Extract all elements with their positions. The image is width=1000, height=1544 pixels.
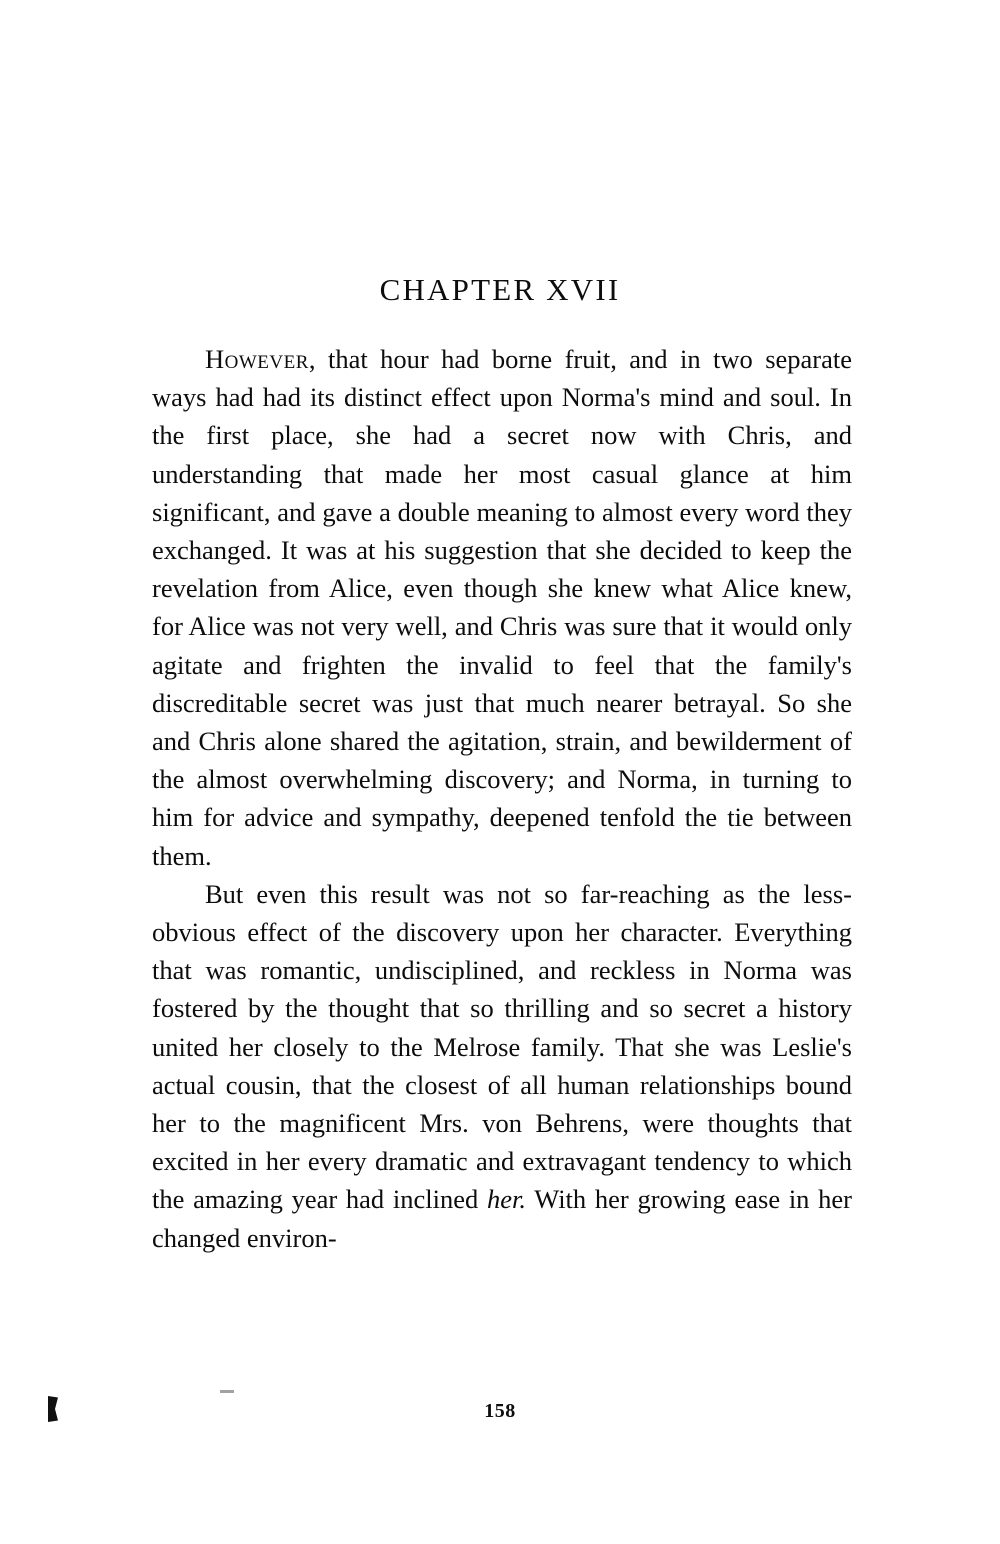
paragraph-1-leadin: However [205, 344, 309, 374]
page-number: 158 [484, 1400, 516, 1422]
chapter-heading: CHAPTER XVII [379, 272, 621, 307]
paragraph-2 [152, 875, 852, 1257]
paragraph-1-text: , that hour had borne fruit, and in two separate ways had had its distinct effect upon Norma's mind and soul. In the first place, she had a secret now with Chris, and understanding that made her most casual glance at him significant, and gave a double meaning to almost every word they exchanged. It was at his suggestion that she decided to keep the revelation from Alice, even though she knew what Alice knew, for Alice was not very well, and Chris was sure that it would only agitate and frighten the invalid to feel that the family's discreditable secret was just that much nearer betrayal. So she and Chris alone shared the agitation, strain, and bewilderment of the almost overwhelming discovery; and Norma, in turning to him for advice and sympathy, deepened tenfold the tie between them. [152, 344, 852, 871]
paragraph-2-emphasis: her. [486, 1184, 526, 1215]
paragraph-2-tail: With her growing ease in her changed environ- [152, 1184, 852, 1253]
paragraph-1 [152, 340, 852, 875]
ink-speck [220, 1390, 234, 1393]
paragraph-2-text: But even this result was not so far-reaching as the less-obvious effect of the discovery upon her character. Everything that was romantic, undisciplined, and reckless in Norma was fostered by the thought that so thrilling and so secret a history united her closely to the Melrose family. That she was Leslie's actual cousin, that the closest of all human relationships bound her to the magnificent Mrs. von Behrens, were thoughts that excited in her every dramatic and extravagant tendency to which the amazing year had inclined [152, 878, 852, 1215]
page-body [152, 340, 852, 1257]
